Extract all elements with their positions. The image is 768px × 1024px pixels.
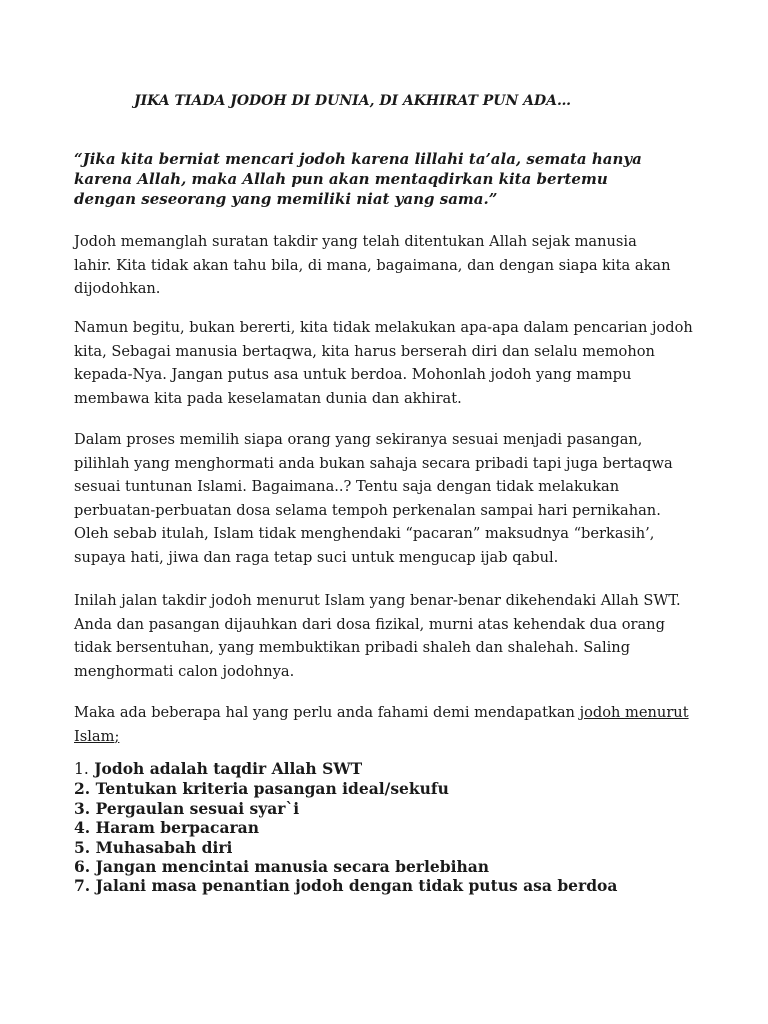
list-text: Jodoh adalah taqdir Allah SWT [94,759,363,778]
link-text: Islam [74,727,115,745]
paragraph-line: Inilah jalan takdir jodoh menurut Islam yang benar-benar dikehendaki Allah SWT. [74,592,681,609]
list-text: Tentukan kriteria pasangan ideal/sekufu [95,779,449,799]
document-title: JIKA TIADA JODOH DI DUNIA, DI AKHIRAT PUN ADA… [134,93,572,109]
intro-text: Maka ada beberapa hal yang perlu anda fahami demi mendapatkan [74,704,580,721]
paragraph-line: sesuai tuntunan Islami. Bagaimana..? Tentu saja dengan tidak melakukan [74,478,620,495]
paragraph-line: perbuatan-perbuatan dosa selama tempoh perkenalan sampai hari pernikahan. [74,501,661,519]
list-text: Jalani masa penantian jodoh dengan tidak putus asa berdoa [95,876,618,896]
list-number: 6. [74,857,91,877]
jodoh-menurut-islam-link[interactable] [74,728,119,745]
paragraph-1 [74,230,706,301]
paragraph-line: Namun begitu, bukan bererti, kita tidak melakukan apa-apa dalam pencarian jodoh [74,319,693,336]
list-text: Haram berpacaran [95,818,259,838]
list-number: 1. [74,760,89,778]
list-item [74,759,617,779]
paragraph-line [74,725,706,749]
paragraph-line: lahir. Kita tidak akan tahu bila, di mana, bagaimana, dan dengan siapa kita akan [74,256,671,274]
paragraph-line: Anda dan pasangan dijauhkan dari dosa fizikal, murni atas kehendak dua orang [74,615,665,633]
list-number: 2. [74,779,91,799]
list-number: 7. [74,876,91,896]
paragraph-line: Jodoh memanglah suratan takdir yang telah ditentukan Allah sejak manusia [74,233,637,250]
list-item [74,779,617,798]
list-item [74,876,617,895]
paragraph-line: Dalam proses memilih siapa orang yang sekiranya sesuai menjadi pasangan, [74,431,643,448]
paragraph-line: membawa kita pada keselamatan dunia dan akhirat. [74,389,462,407]
quote-line: karena Allah, maka Allah pun akan mentaqdirkan kita bertemu [74,170,608,188]
list-number: 3. [74,798,91,818]
paragraph-line: dijodohkan. [74,280,161,297]
paragraph-line: kepada-Nya. Jangan putus asa untuk berdoa. Mohonlah jodoh yang mampu [74,366,632,383]
paragraph-3 [74,428,706,569]
list-number: 5. [74,837,91,857]
paragraph-line: tidak bersentuhan, yang membuktikan pribadi shaleh dan shalehah. Saling [74,639,631,656]
quote-line: “Jika kita berniat mencari jodoh karena lillahi ta’ala, semata hanya [74,150,642,168]
list-item [74,838,617,857]
link-suffix: ; [114,727,120,745]
paragraph-line [74,701,706,725]
paragraph-line: kita, Sebagai manusia bertaqwa, kita harus berserah diri dan selalu memohon [74,342,655,360]
list-number: 4. [74,818,91,838]
tips-list [74,759,617,896]
list-text: Jangan mencintai manusia secara berlebihan [95,857,490,877]
quote-line: dengan seseorang yang memiliki niat yang sama.” [74,190,498,208]
jodoh-menurut-islam-link[interactable]: jodoh menurut [579,704,689,721]
list-item [74,818,617,837]
paragraph-2 [74,316,706,410]
paragraph-line: Oleh sebab itulah, Islam tidak menghendaki “pacaran” maksudnya “berkasih’, [74,525,655,542]
list-item [74,799,617,818]
list-item [74,857,617,876]
list-text: Muhasabah diri [95,837,233,857]
intro-paragraph [74,701,706,748]
opening-quote [74,149,694,209]
paragraph-line: menghormati calon jodohnya. [74,662,295,680]
paragraph-4 [74,589,706,683]
paragraph-line: supaya hati, jiwa dan raga tetap suci untuk mengucap ijab qabul. [74,548,559,566]
paragraph-line: pilihlah yang menghormati anda bukan sahaja secara pribadi tapi juga bertaqwa [74,454,673,472]
list-text: Pergaulan sesuai syar`i [95,798,300,818]
